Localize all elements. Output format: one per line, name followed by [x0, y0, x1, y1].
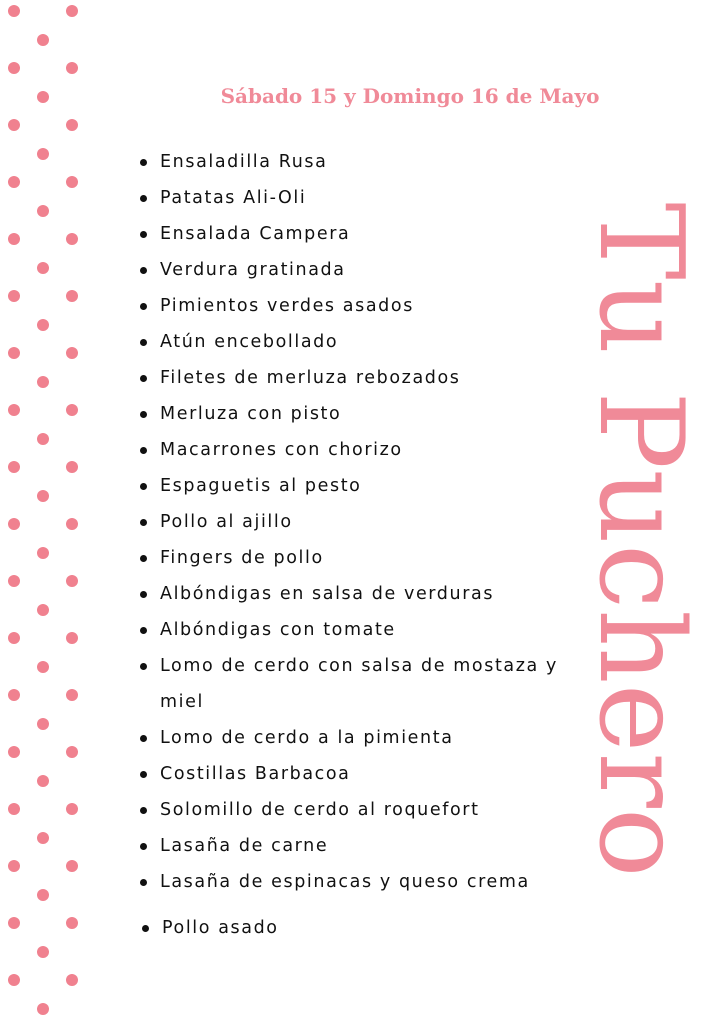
menu-item	[135, 756, 575, 792]
polka-dot	[66, 233, 78, 245]
bullet-icon	[140, 663, 147, 670]
polka-dot	[66, 119, 78, 131]
menu-item-label: Macarrones con chorizo	[160, 440, 403, 460]
menu-item	[135, 720, 575, 756]
bullet-icon	[140, 807, 147, 814]
menu-item-label: Lomo de cerdo con salsa de mostaza y miel	[160, 656, 558, 712]
menu-item	[135, 360, 575, 396]
polka-dot	[37, 433, 49, 445]
polka-dot	[8, 176, 20, 188]
polka-dot	[66, 575, 78, 587]
menu-item-label: Verdura gratinada	[160, 260, 346, 280]
polka-dot	[37, 148, 49, 160]
polka-dot	[66, 176, 78, 188]
menu-item-label: Lomo de cerdo a la pimienta	[160, 728, 454, 748]
polka-dot	[8, 290, 20, 302]
menu-item	[135, 540, 575, 576]
bullet-icon	[140, 447, 147, 454]
menu-item-label: Lasaña de carne	[160, 836, 329, 856]
polka-dot	[8, 689, 20, 701]
menu-item	[135, 216, 575, 252]
menu-item	[135, 648, 575, 720]
polka-dot	[66, 803, 78, 815]
menu-item	[135, 828, 575, 864]
polka-dot	[8, 404, 20, 416]
menu-item-label: Costillas Barbacoa	[160, 764, 351, 784]
bullet-icon	[140, 555, 147, 562]
menu-item	[135, 324, 575, 360]
polka-dot	[37, 1003, 49, 1015]
polka-dot	[37, 34, 49, 46]
polka-dot-border	[0, 0, 90, 1024]
menu-item-label: Merluza con pisto	[160, 404, 342, 424]
menu-item	[135, 252, 575, 288]
bullet-icon	[140, 591, 147, 598]
polka-dot	[66, 632, 78, 644]
polka-dot	[66, 746, 78, 758]
menu-item-label: Solomillo de cerdo al roquefort	[160, 800, 480, 820]
menu-item-label: Filetes de merluza rebozados	[160, 368, 461, 388]
bullet-icon	[140, 375, 147, 382]
polka-dot	[66, 404, 78, 416]
menu-item-label: Ensalada Campera	[160, 224, 351, 244]
menu-item	[135, 792, 575, 828]
menu-item-label: Patatas Ali-Oli	[160, 188, 307, 208]
polka-dot	[8, 575, 20, 587]
polka-dot	[66, 974, 78, 986]
polka-dot	[37, 547, 49, 559]
polka-dot	[8, 860, 20, 872]
menu-item	[135, 432, 575, 468]
bullet-icon	[140, 519, 147, 526]
menu-item-label: Lasaña de espinacas y queso crema	[160, 872, 530, 892]
menu-item-label: Atún encebollado	[160, 332, 339, 352]
menu-item	[135, 864, 575, 900]
polka-dot	[8, 917, 20, 929]
date-heading: Sábado 15 y Domingo 16 de Mayo	[220, 84, 600, 108]
polka-dot	[37, 718, 49, 730]
bullet-icon	[140, 231, 147, 238]
brand-title: Tu Puchero	[573, 202, 708, 878]
menu-item	[135, 468, 575, 504]
bullet-icon	[140, 483, 147, 490]
polka-dot	[8, 119, 20, 131]
menu-list	[135, 144, 575, 946]
menu-item-label: Pollo al ajillo	[160, 512, 293, 532]
polka-dot	[8, 461, 20, 473]
polka-dot	[66, 62, 78, 74]
polka-dot	[66, 860, 78, 872]
polka-dot	[37, 832, 49, 844]
polka-dot	[8, 233, 20, 245]
menu-item	[135, 180, 575, 216]
polka-dot	[37, 661, 49, 673]
polka-dot	[8, 518, 20, 530]
bullet-icon	[140, 267, 147, 274]
polka-dot	[8, 632, 20, 644]
menu-item-label: Albóndigas en salsa de verduras	[160, 584, 495, 604]
bullet-icon	[140, 627, 147, 634]
menu-item	[135, 288, 575, 324]
polka-dot	[8, 62, 20, 74]
polka-dot	[37, 775, 49, 787]
menu-item-label: Ensaladilla Rusa	[160, 152, 328, 172]
polka-dot	[37, 946, 49, 958]
bullet-icon	[140, 879, 147, 886]
bullet-icon	[140, 303, 147, 310]
polka-dot	[66, 5, 78, 17]
polka-dot	[66, 347, 78, 359]
polka-dot	[66, 290, 78, 302]
bullet-icon	[140, 411, 147, 418]
polka-dot	[66, 461, 78, 473]
polka-dot	[37, 376, 49, 388]
polka-dot	[66, 518, 78, 530]
menu-item-label: Espaguetis al pesto	[160, 476, 362, 496]
menu-item-label: Fingers de pollo	[160, 548, 324, 568]
menu-item	[135, 910, 575, 946]
menu-item	[135, 144, 575, 180]
bullet-icon	[140, 339, 147, 346]
polka-dot	[37, 262, 49, 274]
polka-dot	[66, 689, 78, 701]
menu-item-label: Albóndigas con tomate	[160, 620, 396, 640]
polka-dot	[37, 205, 49, 217]
polka-dot	[8, 974, 20, 986]
polka-dot	[8, 5, 20, 17]
bullet-icon	[140, 771, 147, 778]
bullet-icon	[140, 159, 147, 166]
polka-dot	[66, 917, 78, 929]
menu-item	[135, 504, 575, 540]
menu-item	[135, 576, 575, 612]
polka-dot	[37, 889, 49, 901]
polka-dot	[37, 604, 49, 616]
polka-dot	[8, 803, 20, 815]
bullet-icon	[140, 843, 147, 850]
bullet-icon	[140, 735, 147, 742]
polka-dot	[8, 746, 20, 758]
polka-dot	[37, 490, 49, 502]
menu-item-label: Pollo asado	[162, 918, 279, 938]
menu-item	[135, 396, 575, 432]
menu-item	[135, 612, 575, 648]
bullet-icon	[140, 195, 147, 202]
polka-dot	[8, 347, 20, 359]
menu-item-label: Pimientos verdes asados	[160, 296, 414, 316]
polka-dot	[37, 91, 49, 103]
bullet-icon	[142, 925, 149, 932]
polka-dot	[37, 319, 49, 331]
